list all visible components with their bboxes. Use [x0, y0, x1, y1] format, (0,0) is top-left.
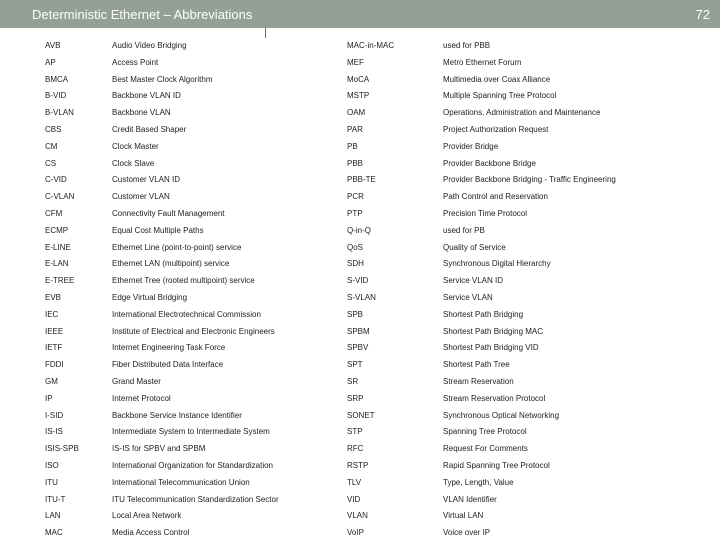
abbreviation: MSTP: [347, 91, 370, 101]
definition: Ethernet Line (point-to-point) service: [112, 242, 242, 252]
definition: Ethernet LAN (multipoint) service: [112, 259, 230, 269]
abbreviation: CS: [45, 158, 57, 168]
abbreviation: ISIS-SPB: [45, 444, 79, 454]
abbreviation: AVB: [45, 41, 61, 50]
definition: Ethernet Tree (rooted multipoint) service: [112, 276, 255, 286]
abbreviation: VID: [347, 494, 361, 504]
abbreviation: I-SID: [45, 410, 64, 420]
definition: Backbone VLAN: [112, 108, 171, 118]
abbreviation: PAR: [347, 125, 363, 134]
slide-title: Deterministic Ethernet – Abbreviations: [32, 7, 253, 22]
definition: Customer VLAN ID: [112, 175, 181, 185]
abbreviation: STP: [347, 427, 363, 437]
abbreviation: CFM: [45, 209, 63, 218]
definition: Connectivity Fault Management: [112, 209, 225, 218]
page-number: 72: [695, 7, 710, 22]
definition: Synchronous Digital Hierarchy: [443, 259, 551, 269]
definition: Internet Engineering Task Force: [112, 343, 226, 353]
abbreviation: SONET: [347, 410, 375, 420]
abbreviation: RSTP: [347, 461, 369, 470]
definition: International Organization for Standardization: [112, 461, 273, 470]
definition: Access Point: [112, 57, 159, 67]
definition: Edge Virtual Bridging: [112, 293, 188, 302]
abbreviation: C-VLAN: [45, 192, 75, 202]
abbreviation: GM: [45, 377, 58, 386]
definition: Shortest Path Bridging: [443, 309, 524, 319]
definition: Stream Reservation: [443, 377, 514, 386]
abbreviation: MAC-in-MAC: [347, 41, 395, 50]
abbreviation: VLAN: [347, 511, 368, 521]
abbreviation: CBS: [45, 125, 62, 134]
abbreviation: QoS: [347, 242, 364, 252]
definition: Virtual LAN: [443, 511, 484, 521]
abbreviation: SPB: [347, 309, 364, 319]
abbreviation: OAM: [347, 108, 366, 118]
abbreviation: RFC: [347, 444, 364, 454]
definition: Provider Backbone Bridge: [443, 158, 536, 168]
abbreviation: S-VLAN: [347, 293, 376, 302]
definition: Path Control and Reservation: [443, 192, 548, 202]
abbreviation: ISO: [45, 461, 59, 470]
definition: Service VLAN: [443, 293, 493, 302]
definition: Backbone Service Instance Identifier: [112, 410, 242, 420]
definition: Service VLAN ID: [443, 276, 504, 286]
abbreviation: SPT: [347, 360, 363, 370]
abbreviation: ITU-T: [45, 494, 66, 504]
abbreviation: MoCA: [347, 74, 370, 84]
definition: Operations, Administration and Maintenance: [443, 108, 601, 118]
definition: Backbone VLAN ID: [112, 91, 181, 101]
definition: International Telecommunication Union: [112, 477, 250, 487]
definition: VLAN Identifier: [443, 494, 497, 504]
definition: Media Access Control: [112, 528, 190, 538]
abbreviation: BMCA: [45, 74, 69, 84]
definition: used for PBB: [443, 41, 491, 50]
definition: Customer VLAN: [112, 192, 170, 202]
definition: Local Area Network: [112, 511, 182, 521]
definition: Internet Protocol: [112, 393, 171, 403]
column-divider: [265, 28, 266, 38]
abbreviation: SPBM: [347, 326, 370, 336]
definition: Spanning Tree Protocol: [443, 427, 527, 437]
abbreviation: IEC: [45, 309, 59, 319]
definition: Quality of Service: [443, 242, 506, 252]
abbreviation: IP: [45, 393, 53, 403]
abbreviation: CM: [45, 141, 58, 151]
definition: IS-IS for SPBV and SPBM: [112, 444, 206, 454]
definition: Fiber Distributed Data Interface: [112, 360, 224, 370]
definition: used for PB: [443, 225, 485, 235]
abbreviation: FDDI: [45, 360, 64, 370]
abbreviation: TLV: [347, 477, 362, 487]
abbreviation: ECMP: [45, 225, 69, 235]
definition: Shortest Path Bridging MAC: [443, 326, 544, 336]
abbreviation: VoIP: [347, 528, 364, 538]
abbreviation: E-LAN: [45, 259, 69, 269]
abbreviation: EVB: [45, 293, 62, 302]
abbreviation: MAC: [45, 528, 63, 538]
abbreviation: C-VID: [45, 175, 67, 185]
definition: Best Master Clock Algorithm: [112, 74, 213, 84]
definition: International Electrotechnical Commission: [112, 309, 261, 319]
definition: Rapid Spanning Tree Protocol: [443, 461, 550, 470]
definition: Synchronous Optical Networking: [443, 410, 560, 420]
abbreviation: IETF: [45, 343, 63, 353]
definition: Grand Master: [112, 377, 161, 386]
abbreviation: B-VID: [45, 91, 67, 101]
definition: Request For Comments: [443, 444, 528, 454]
definition: Institute of Electrical and Electronic Engineers: [112, 326, 275, 336]
definition: Voice over IP: [443, 528, 491, 538]
abbreviation: SR: [347, 377, 359, 386]
definition: Provider Bridge: [443, 141, 499, 151]
abbreviation: SPBV: [347, 343, 369, 353]
abbreviation: ITU: [45, 477, 58, 487]
definition: Audio Video Bridging: [112, 41, 187, 50]
abbreviation: PBB: [347, 158, 364, 168]
definition: Project Authorization Request: [443, 125, 549, 134]
definition: Metro Ethernet Forum: [443, 57, 522, 67]
definition: Multiple Spanning Tree Protocol: [443, 91, 557, 101]
definition: ITU Telecommunication Standardization Sector: [112, 494, 279, 504]
abbreviation: IS-IS: [45, 427, 63, 437]
abbreviation: MEF: [347, 57, 364, 67]
definition: Clock Master: [112, 141, 159, 151]
abbreviation: B-VLAN: [45, 108, 74, 118]
definition: Type, Length, Value: [443, 477, 514, 487]
abbreviation: PB: [347, 141, 358, 151]
definition: Multimedia over Coax Alliance: [443, 74, 551, 84]
definition: Precision Time Protocol: [443, 209, 528, 218]
abbreviation: PBB-TE: [347, 175, 376, 185]
abbreviation: AP: [45, 57, 56, 67]
abbreviation: E-LINE: [45, 242, 71, 252]
abbreviation: IEEE: [45, 326, 64, 336]
definition: Shortest Path Tree: [443, 360, 510, 370]
abbreviation: S-VID: [347, 276, 369, 286]
abbreviation: PTP: [347, 209, 363, 218]
slide-header: [0, 0, 720, 28]
abbreviation: LAN: [45, 511, 61, 521]
abbreviation: Q-in-Q: [347, 225, 371, 235]
abbreviation: E-TREE: [45, 276, 75, 286]
abbreviation: SDH: [347, 259, 364, 269]
abbreviation: PCR: [347, 192, 364, 202]
definition: Clock Slave: [112, 158, 155, 168]
definition: Stream Reservation Protocol: [443, 393, 546, 403]
definition: Credit Based Shaper: [112, 125, 187, 134]
abbreviation: SRP: [347, 393, 364, 403]
definition: Intermediate System to Intermediate System: [112, 427, 270, 437]
definition: Shortest Path Bridging VID: [443, 343, 539, 353]
definition: Provider Backbone Bridging - Traffic Engineering: [443, 175, 616, 185]
definition: Equal Cost Multiple Paths: [112, 225, 204, 235]
